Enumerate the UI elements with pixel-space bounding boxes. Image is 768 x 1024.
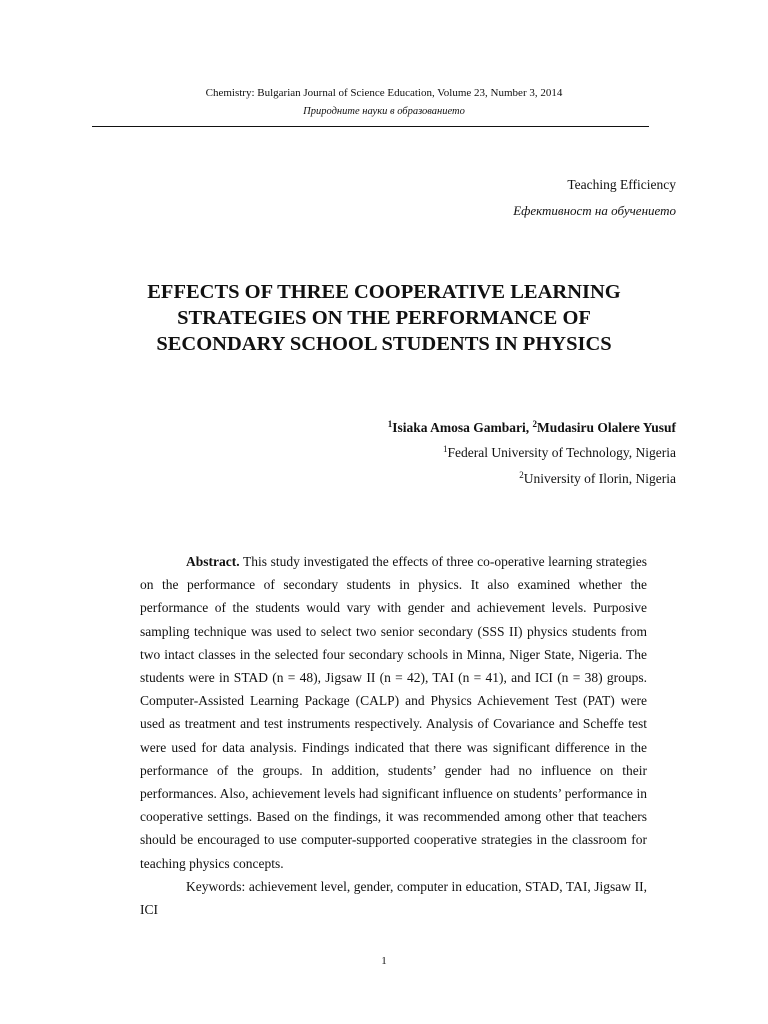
affiliation-2-text: University of Ilorin, Nigeria bbox=[523, 471, 676, 486]
author-list bbox=[388, 420, 676, 436]
abstract-block bbox=[140, 550, 647, 921]
title-line: STRATEGIES ON THE PERFORMANCE OF bbox=[177, 307, 591, 329]
abstract-text: This study investigated the effects of three co-operative learning strategies on the performance of secondary students in physics. It also examined whether the performance of the students would vary with gender and achievement levels. Purposive sampling technique was used to select two senior secondary (SSS II) physics students from two intact classes in the selected four secondary schools in Minna, Niger State, Nigeria. The students were in STAD (n = 48), Jigsaw II (n = 42), TAI (n = 41), and ICI (n = 38) groups. Computer-Assisted Learning Package (CALP) and Physics Achievement Test (PAT) were used as treatment and test instruments respectively. Analysis of Covariance and Scheffe test were used for data analysis. Findings indicated that there was significant difference in the performance of the groups. In addition, students’ gender had no influence on their performances. Also, achievement levels had significant influence on students’ performance in cooperative settings. Based on the findings, it was recommended among other that teachers should be encouraged to use computer-supported cooperative strategies in the classroom for teaching physics concepts. bbox=[140, 554, 647, 871]
author-1-name: Isiaka Amosa Gambari, bbox=[392, 420, 530, 435]
affiliation-2-marker: 2 bbox=[519, 470, 524, 480]
author-2-marker: 2 bbox=[532, 419, 537, 429]
journal-header: Chemistry: Bulgarian Journal of Science Education, Volume 23, Number 3, 2014 bbox=[205, 87, 563, 99]
paper-title bbox=[92, 279, 676, 357]
affiliation-2 bbox=[519, 471, 676, 487]
keywords-paragraph bbox=[140, 875, 647, 921]
abstract-label: Abstract. bbox=[186, 554, 240, 569]
abstract-paragraph bbox=[140, 550, 647, 875]
affiliation-1 bbox=[443, 445, 676, 461]
section-label-bulgarian: Ефективност на обучението bbox=[513, 203, 676, 218]
affiliation-1-marker: 1 bbox=[443, 444, 448, 454]
author-1-marker: 1 bbox=[387, 419, 393, 429]
header-divider bbox=[92, 126, 649, 127]
affiliation-1-text: Federal University of Technology, Nigeria bbox=[447, 445, 676, 460]
title-line: SECONDARY SCHOOL STUDENTS IN PHYSICS bbox=[156, 333, 612, 355]
title-line: EFFECTS OF THREE COOPERATIVE LEARNING bbox=[147, 281, 621, 303]
keywords-text: Keywords: achievement level, gender, computer in education, STAD, TAI, Jigsaw II, ICI bbox=[140, 878, 647, 918]
page-number: 1 bbox=[381, 955, 387, 967]
section-label: Teaching Efficiency bbox=[567, 177, 676, 192]
journal-header-bulgarian: Природните науки в образованието bbox=[303, 106, 465, 117]
author-2-name: Mudasiru Olalere Yusuf bbox=[536, 420, 676, 435]
